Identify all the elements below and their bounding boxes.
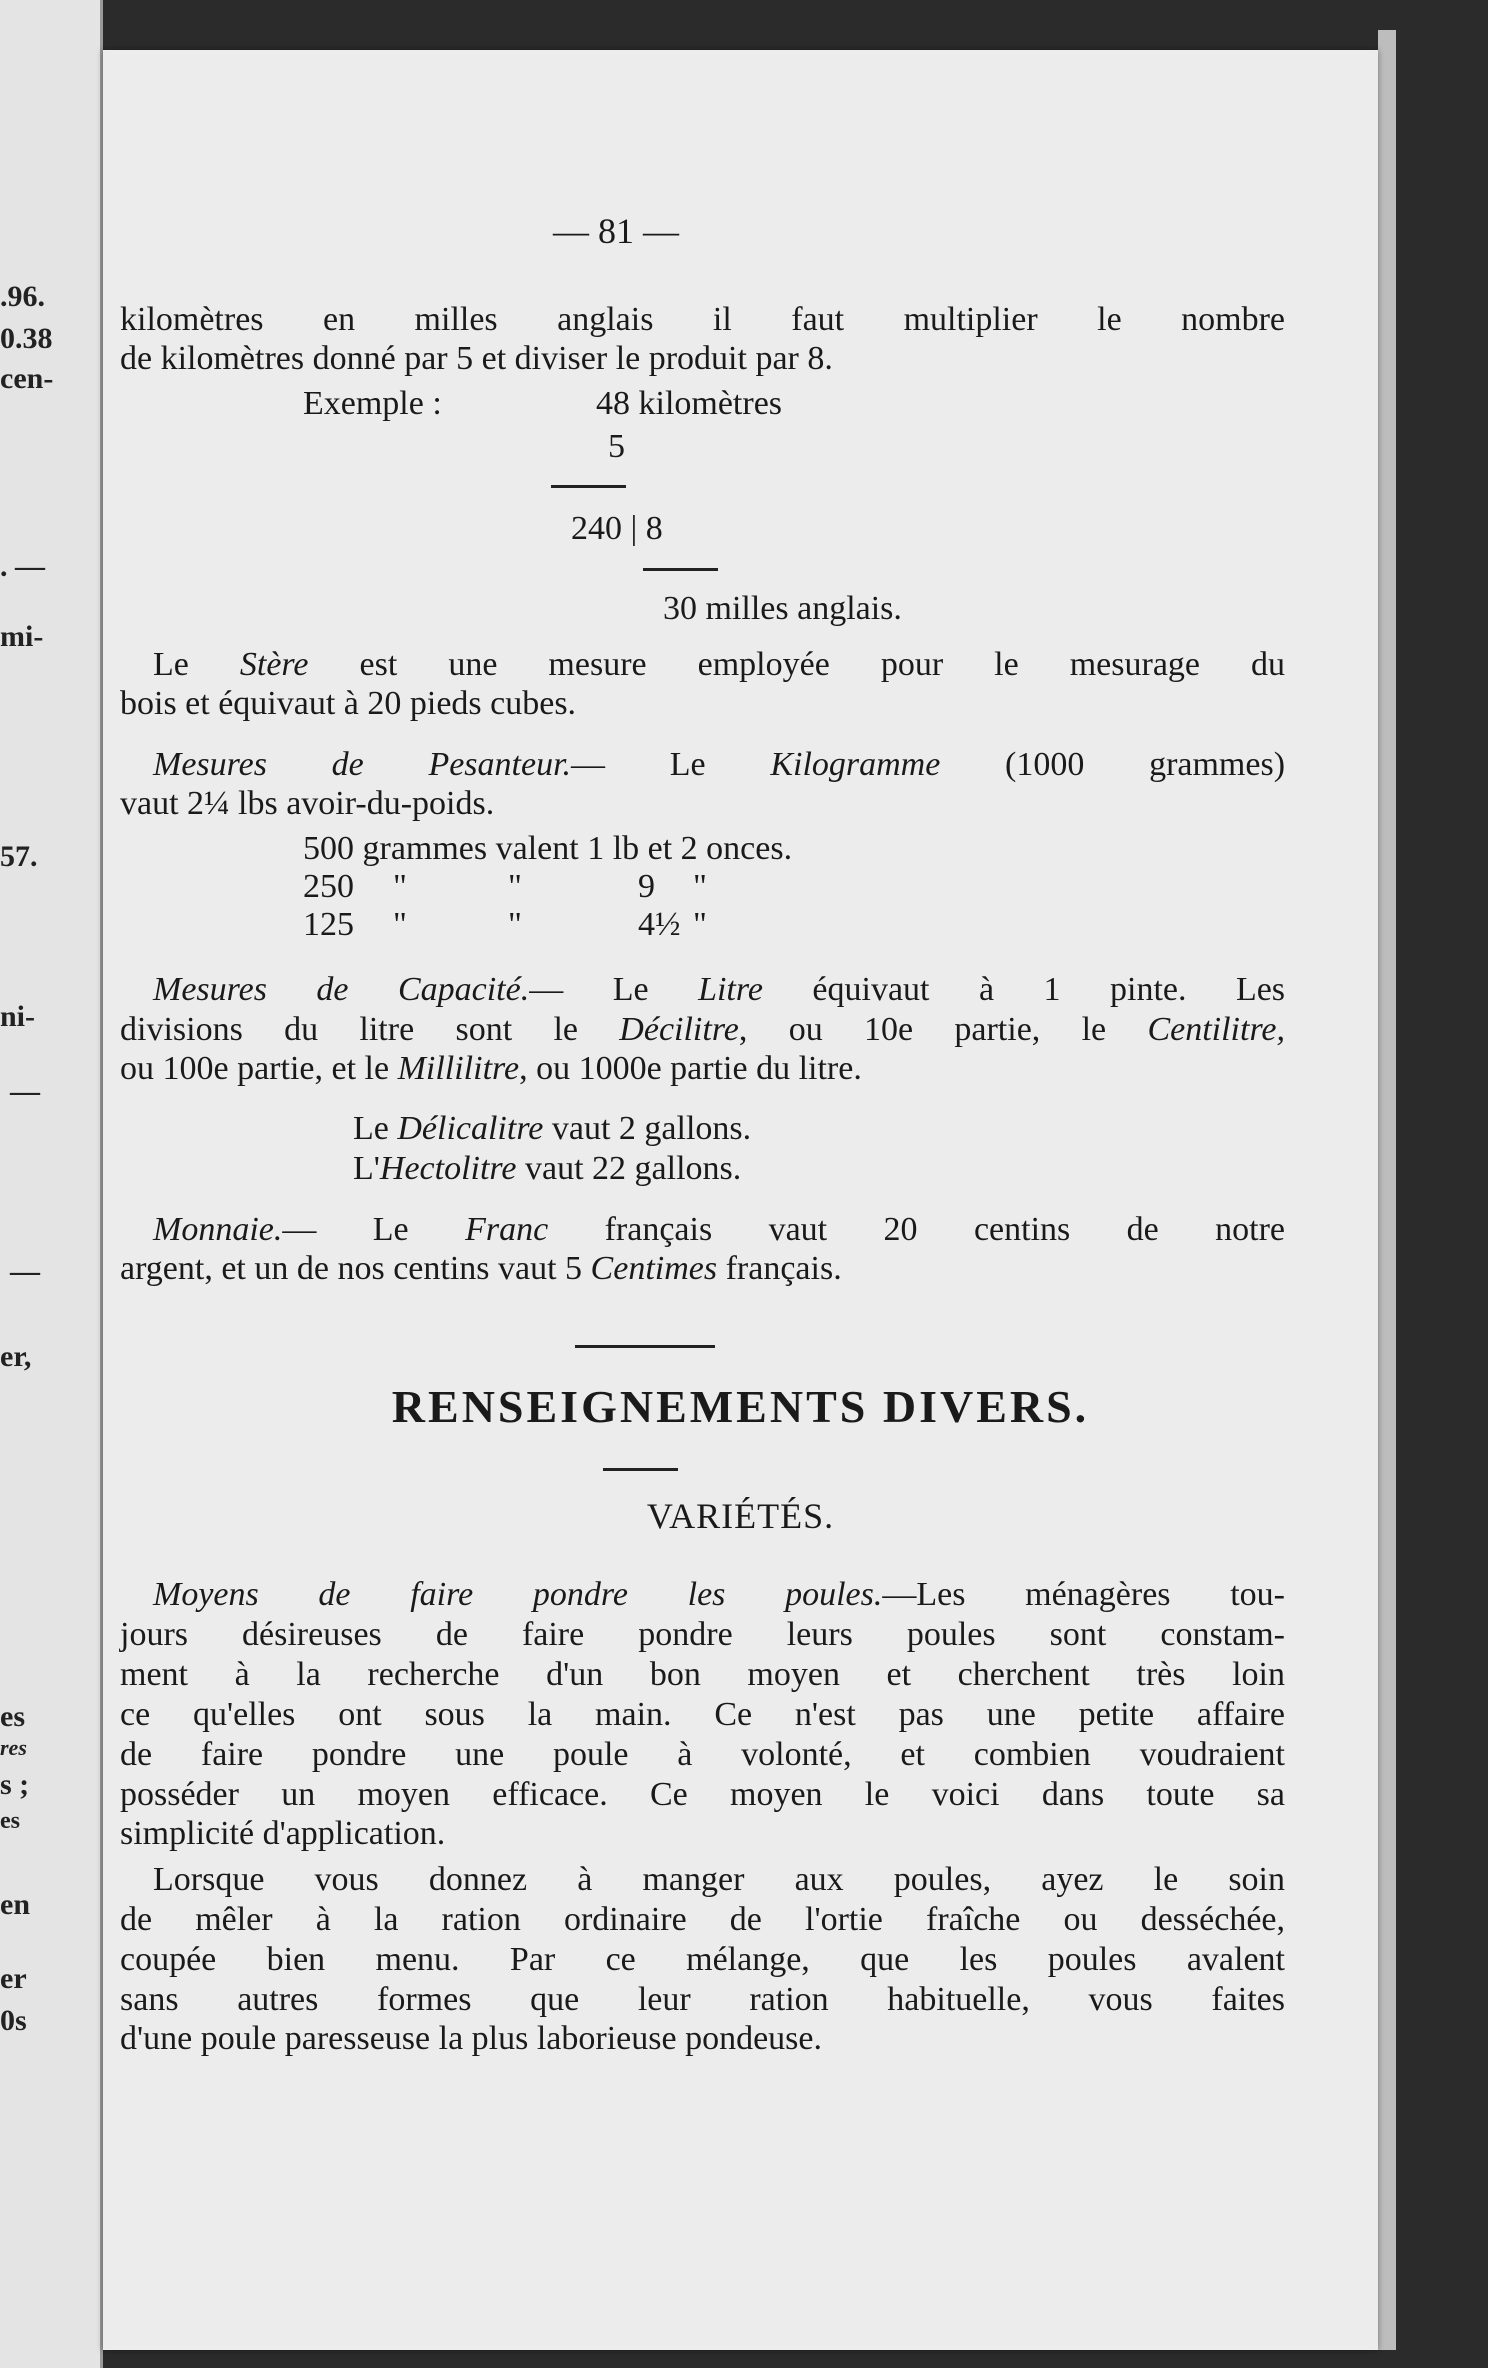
margin-fragment: res	[0, 1735, 27, 1760]
page-number: — 81 —	[553, 211, 679, 251]
margin-fragment: .96.	[0, 280, 45, 313]
poules-p2-line-4: sans autres formes que leur ration habituelle, vous faites	[120, 1981, 1285, 2018]
previous-page-edge	[0, 0, 103, 2368]
margin-fragment: —	[10, 1255, 40, 1288]
pesanteur-line-1: Mesures de Pesanteur.— Le Kilogramme (1000 grammes)	[153, 746, 1286, 783]
pesanteur-line-2: vaut 2¼ lbs avoir-du-poids.	[120, 785, 495, 822]
book-page	[103, 50, 1378, 2350]
example-multiplier: 5	[608, 428, 625, 465]
poules-p2-line-2: de mêler à la ration ordinaire de l'ortie fraîche ou desséchée,	[120, 1901, 1285, 1938]
weight-row-500: 500 grammes valent 1 lb et 2 onces.	[303, 830, 793, 867]
stere-line-2: bois et équivaut à 20 pieds cubes.	[120, 685, 577, 722]
intro-line-1: kilomètres en milles anglais il faut multiplier le nombre	[120, 301, 1285, 338]
capacite-line-3: ou 100e partie, et le Millilitre, ou 1000e partie du litre.	[120, 1050, 862, 1087]
margin-fragment: . —	[0, 550, 45, 583]
margin-fragment: es	[0, 1808, 20, 1834]
example-result: 30 milles anglais.	[663, 590, 902, 627]
poules-line-5: de faire pondre une poule à volonté, et combien voudraient	[120, 1736, 1285, 1773]
example-label: Exemple :	[303, 385, 442, 422]
margin-fragment: ni-	[0, 1000, 36, 1033]
section-rule-top	[575, 1345, 715, 1348]
poules-line-6: posséder un moyen efficace. Ce moyen le voici dans toute sa	[120, 1776, 1285, 1813]
monnaie-line-2: argent, et un de nos centins vaut 5 Centimes français.	[120, 1250, 842, 1287]
margin-fragment: s ;	[0, 1768, 30, 1801]
poules-p2-line-3: coupée bien menu. Par ce mélange, que les poules avalent	[120, 1941, 1285, 1978]
hectolitre-line: L'Hectolitre vaut 22 gallons.	[353, 1150, 742, 1187]
margin-fragment: er,	[0, 1340, 32, 1373]
margin-fragment: —	[10, 1075, 40, 1108]
poules-line-1: Moyens de faire pondre les poules.—Les ménagères tou-	[153, 1576, 1285, 1613]
example-division: 240 | 8	[571, 510, 663, 547]
capacite-line-1: Mesures de Capacité.— Le Litre équivaut à 1 pinte. Les	[153, 971, 1286, 1008]
division-rule	[643, 568, 718, 571]
poules-p2-line-1: Lorsque vous donnez à manger aux poules, ayez le soin	[153, 1861, 1285, 1898]
poules-line-4: ce qu'elles ont sous la main. Ce n'est pas une petite affaire	[120, 1696, 1285, 1733]
multiplication-rule	[551, 485, 626, 488]
stere-line-1: Le Stère est une mesure employée pour le mesurage du	[153, 646, 1286, 683]
margin-fragment: 0.38	[0, 322, 53, 355]
margin-fragment: cen-	[0, 362, 54, 395]
margin-fragment: mi-	[0, 620, 44, 653]
monnaie-line-1: Monnaie.— Le Franc français vaut 20 centins de notre	[153, 1211, 1286, 1248]
poules-line-2: jours désireuses de faire pondre leurs poules sont constam-	[120, 1616, 1285, 1653]
example-value: 48 kilomètres	[596, 385, 783, 422]
margin-fragment: 0s	[0, 2004, 27, 2037]
section-heading: RENSEIGNEMENTS DIVERS.	[391, 1381, 1090, 1432]
capacite-line-2: divisions du litre sont le Décilitre, ou 10e partie, le Centilitre,	[120, 1011, 1286, 1048]
poules-p2-line-5: d'une poule paresseuse la plus laborieuse pondeuse.	[120, 2020, 822, 2057]
section-rule-bottom	[603, 1468, 678, 1471]
weight-row-125: 125 " " 4½ "	[303, 906, 707, 943]
margin-fragment: es	[0, 1700, 25, 1733]
page-edge-shadow	[1378, 30, 1396, 2350]
sub-heading: VARIÉTÉS.	[646, 1496, 835, 1536]
intro-line-2: de kilomètres donné par 5 et diviser le produit par 8.	[120, 340, 833, 377]
margin-fragment: en	[0, 1888, 30, 1921]
poules-line-7: simplicité d'application.	[120, 1815, 446, 1852]
margin-fragment: 57.	[0, 840, 38, 873]
weight-row-250: 250 " " 9 "	[303, 868, 707, 905]
decalitre-line: Le Délicalitre vaut 2 gallons.	[353, 1110, 752, 1147]
poules-line-3: ment à la recherche d'un bon moyen et cherchent très loin	[120, 1656, 1285, 1693]
margin-fragment: er	[0, 1962, 27, 1995]
